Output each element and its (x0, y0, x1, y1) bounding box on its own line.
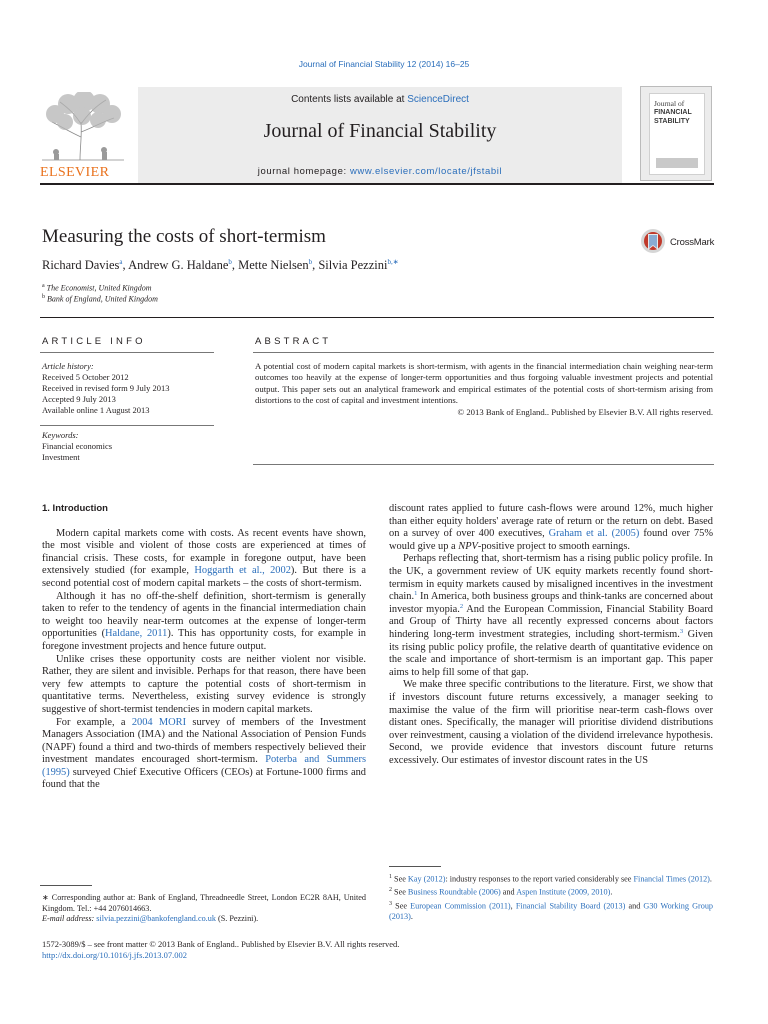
para-text: Perhaps reflecting that, short-termism has a rising public policy profile. In the UK, a government review of UK equity markets recently found short-termism in equity markets caused by misaligned incentives in the investment chain. (389, 553, 713, 603)
author-sep: , (312, 258, 319, 272)
fn-text: . (709, 874, 712, 884)
footnote-rule-right (389, 866, 441, 867)
para-text: surveyed Chief Executive Officers (CEOs) at Fortune-1000 firms and found that the (42, 766, 366, 791)
abstract-text: A potential cost of modern capital markets is short-termism, with agents in the financial intermediation chain weighing near-term outcomes too heavily at the expense of longer-term opportunities and thus forgoing valuable investment projects and potential output. This paper sets out an analytical framework and empirical estimates of the potential costs of short-termism arising from distortions to the cost of capital and investment intentions. (255, 361, 713, 406)
para-text: Given its rising public policy profile, the relative dearth of quantitative evidence on the scale and importance of short-termism is an important gap. This paper aims to help fill some of that gap. (389, 628, 713, 678)
para-text: We make three specific contributions to the literature. First, we show that if investors discount future returns excessively, a manager seeking to maximise the value of the firm will prioritise near-term cash-flows over distant ones. Specifically, the manager will prioritise dividend distributions over reinvestment, causing a violation of the dividend irrelevance hypothesis. Second, we provide evidence that investors discount future returns excessively. Our estimates of investor discount rates in the US (389, 679, 713, 766)
title-rule (40, 317, 714, 318)
contents-line (138, 94, 622, 105)
email-suffix: (S. Pezzini). (215, 914, 259, 924)
journal-reference[interactable]: Journal of Financial Stability 12 (2014) 16–25 (298, 59, 470, 69)
footnote-number: 3 (389, 900, 392, 907)
fn-text: . (410, 911, 413, 921)
body-left-column (42, 503, 366, 792)
cover-title (654, 100, 692, 126)
author-name[interactable]: Richard Davies (42, 258, 120, 272)
para-text: For example, a (56, 716, 132, 728)
author-affil-sup[interactable]: a (119, 258, 123, 266)
article-history (42, 361, 169, 416)
citation-link[interactable]: Poterba and Summers (1995) (42, 754, 366, 778)
author-name[interactable]: Mette Nielsen (238, 258, 309, 272)
author-sep: , (122, 258, 129, 272)
citation-link[interactable]: European Commission (2011) (410, 901, 511, 911)
footnote-number: 2 (389, 887, 392, 894)
cover-title-line2: FINANCIAL (654, 109, 692, 116)
fn-text: See (392, 888, 408, 898)
citation-link[interactable]: Haldane, 2011 (105, 628, 168, 640)
abstract-heading: ABSTRACT (255, 336, 332, 347)
paragraph (42, 654, 366, 717)
fn-text: and (625, 901, 644, 911)
homepage-prefix: journal homepage: (257, 166, 350, 177)
fn-text: . (610, 888, 613, 898)
fn-text: , (510, 901, 516, 911)
footnotes-right (389, 872, 713, 923)
footnote (389, 872, 713, 885)
paper-title: Measuring the costs of short-termism (42, 226, 326, 247)
para-text: And the European Commission, Financial Stability Board and Group of Thirty have all recently expressed concerns about factors hindering long-term investment strategies, including short-termism. (389, 603, 713, 640)
cover-title-line3: STABILITY (654, 118, 690, 125)
citation-link[interactable]: Financial Times (2012) (633, 874, 710, 884)
email-line (42, 914, 366, 925)
para-text: Unlike crises these opportunity costs are neither violent nor visible. Rather, they are silent and invisible. Perhaps for that reason, there have been very few attempts to capture the potential costs of short-termism in quantitative terms. Nevertheless, existing survey evidence is strongly suggestive of short-termist tendencies in modern capital markets. (42, 653, 366, 715)
abstract-bottom-rule (253, 464, 714, 465)
citation-link[interactable]: Graham et al. (2005) (548, 528, 640, 540)
history-label: Article history: (42, 361, 94, 371)
fn-text: : industry responses to the report varied considerably see (445, 874, 634, 884)
doi-link[interactable]: http://dx.doi.org/10.1016/j.jfs.2013.07.002 (42, 950, 188, 960)
citation-link[interactable]: G30 Working Group (2013) (389, 901, 714, 921)
history-item: Available online 1 August 2013 (42, 405, 150, 415)
corresponding-author: ∗ Corresponding author at: Bank of England, Threadneedle Street, London EC2R 8AH, United Kingdom. Tel.: +44 2076014663. (42, 893, 366, 913)
abstract-rule (253, 352, 714, 353)
para-text: ). But there is a second potential cost of modern capital markets – the costs of short-termism. (42, 565, 366, 589)
author-affil-sup[interactable]: b (308, 258, 313, 266)
footnote-corresponding (42, 893, 366, 925)
citation-link[interactable]: Business Roundtable (2006) (407, 888, 501, 898)
footnote-ref[interactable]: 2 (459, 602, 464, 610)
homepage-link[interactable]: www.elsevier.com/locate/jfstabil (349, 166, 503, 177)
paragraph (389, 553, 713, 679)
affiliation-sup: b (42, 294, 45, 300)
footnote-ref[interactable]: 3 (679, 627, 684, 635)
affiliation (42, 294, 158, 304)
section-heading: 1. Introduction (42, 503, 108, 514)
keywords-label: Keywords: (42, 430, 79, 440)
keywords-rule (40, 425, 214, 426)
keyword: Financial economics (42, 441, 113, 451)
journal-homepage (138, 166, 622, 177)
footnote-rule-left (40, 885, 92, 886)
issn-line: 1572-3089/$ – see front matter © 2013 Bank of England.. Published by Elsevier B.V. All rights reserved. (42, 939, 400, 949)
email-label: E-mail address: (42, 914, 97, 924)
paragraph (389, 679, 713, 767)
cover-title-line1: Journal of (654, 99, 685, 108)
abstract-body (255, 361, 713, 418)
fn-text: and (500, 888, 517, 898)
citation-link[interactable]: Financial Stability Board (2013) (515, 901, 626, 911)
para-text: ). This has opportunity costs, for example in foregone investment projects and hence future output. (42, 628, 366, 652)
author-list (42, 258, 399, 273)
email-link[interactable]: silvia.pezzini@bankofengland.co.uk (96, 914, 216, 924)
para-text: survey of members of the Investment Managers Association (IMA) and the National Association of Pension Funds (NAPF) found a third and two-thirds of members respectively believed their investment mandates encouraged short-termism. (42, 716, 366, 766)
keyword: Investment (42, 452, 80, 462)
abstract-copyright: © 2013 Bank of England.. Published by Elsevier B.V. All rights reserved. (457, 406, 713, 417)
para-text: Modern capital markets come with costs. As recent events have shown, the most visible and violent of those costs are experienced at times of financial crisis. These costs, for example in foregone output, have been extensively studied (for example, (42, 527, 366, 577)
page-bottom-info (42, 939, 399, 961)
history-item: Accepted 9 July 2013 (42, 394, 116, 404)
footnote-number: 1 (389, 874, 392, 880)
citation-link[interactable]: Kay (2012) (407, 874, 446, 884)
affiliation (42, 283, 152, 293)
para-text: found over 75% would give up a (389, 528, 714, 552)
journal-cover-thumbnail (640, 86, 712, 181)
author-name[interactable]: Andrew G. Haldane (128, 258, 229, 272)
contents-prefix: Contents lists available at (291, 94, 408, 105)
elsevier-wordmark: ELSEVIER (40, 165, 110, 180)
journal-title: Journal of Financial Stability (263, 120, 497, 142)
author-sep: , (231, 258, 239, 272)
article-info-heading: ARTICLE INFO (42, 336, 146, 347)
para-text: Although it has no off-the-shelf definition, short-termism is generally taken to refer to the tendency of agents in the financial intermediation chain to weight too heavily near-term outcomes at the expense of longer-term opportunities ( (42, 590, 366, 640)
history-item: Received 5 October 2012 (42, 372, 129, 382)
footnote (389, 885, 713, 898)
article-info-rule (40, 352, 214, 353)
author-affil-sup[interactable]: b (228, 258, 232, 266)
paragraph (42, 591, 366, 654)
fn-text: See (392, 874, 408, 884)
crossmark-button[interactable] (640, 228, 715, 258)
para-text: In America, both business groups and think-tanks are concerned about investor myopia. (389, 591, 713, 615)
footnote (389, 899, 713, 923)
para-text: -positive project to smooth earnings. (477, 540, 630, 552)
npv-term: NPV (458, 540, 478, 552)
citation-link[interactable]: 2004 MORI (131, 716, 187, 728)
header-rule (40, 183, 714, 185)
para-text: discount rates applied to future cash-flows were around 12%, much higher than either equity holders' average rate of return or the return on debt. Based on a survey of over 400 executives, (389, 503, 713, 540)
paragraph (42, 717, 366, 793)
citation-link[interactable]: Hoggarth et al., 2002 (194, 565, 291, 577)
affiliation-sup: a (42, 283, 45, 289)
cover-page (649, 93, 705, 175)
fn-text: See (392, 901, 411, 911)
body-right-column (389, 503, 713, 767)
affiliation-text: Bank of England, United Kingdom (47, 294, 158, 304)
affiliation-text: The Economist, United Kingdom (46, 283, 152, 293)
elsevier-tree-logo (40, 92, 126, 162)
crossmark-label: CrossMark (670, 237, 715, 248)
sciencedirect-link[interactable]: ScienceDirect (407, 94, 469, 105)
citation-link[interactable]: Aspen Institute (2009, 2010) (516, 888, 611, 898)
paragraph (42, 528, 366, 591)
crossmark-icon (640, 228, 666, 258)
author-affil-sup[interactable]: b,∗ (387, 258, 399, 266)
footnote-ref[interactable]: 1 (414, 590, 418, 598)
author-name[interactable]: Silvia Pezzini (318, 258, 388, 272)
history-item: Received in revised form 9 July 2013 (42, 383, 170, 393)
cover-footer-band (656, 158, 698, 168)
paragraph (389, 503, 713, 553)
keywords (42, 430, 112, 463)
